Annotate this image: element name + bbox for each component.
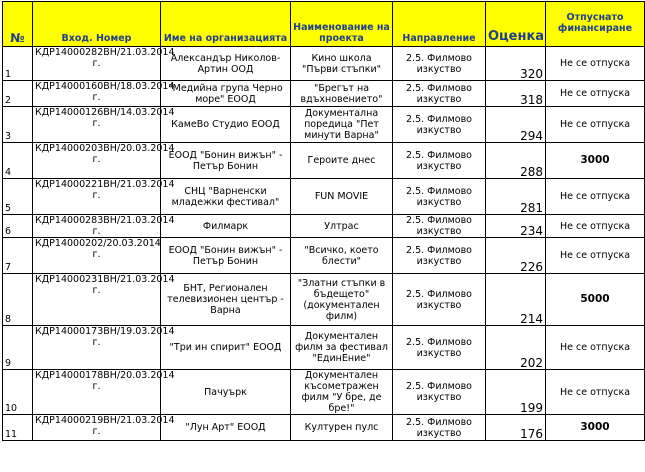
cell-num: 10 bbox=[3, 370, 33, 415]
cell-score: 234 bbox=[486, 215, 546, 238]
cell-score: 318 bbox=[486, 81, 546, 107]
header-direction: Направление bbox=[393, 2, 486, 47]
cell-organization-name: ЕООД "Бонин вижън" - Петър Бонин bbox=[161, 143, 291, 179]
cell-project-name: FUN MOVIE bbox=[291, 179, 393, 215]
table-row bbox=[3, 81, 645, 107]
cell-organization-name: "Лун Арт" ЕООД bbox=[161, 415, 291, 441]
table-row bbox=[3, 326, 645, 370]
table-row bbox=[3, 179, 645, 215]
cell-score: 202 bbox=[486, 326, 546, 370]
cell-direction: 2.5. Филмово изкуство bbox=[393, 107, 486, 143]
cell-score: 320 bbox=[486, 47, 546, 81]
cell-num: 8 bbox=[3, 274, 33, 326]
cell-score: 294 bbox=[486, 107, 546, 143]
cell-direction: 2.5. Филмово изкуство bbox=[393, 415, 486, 441]
cell-registration-number: КДР14000282ВН/21.03.2014 г. bbox=[33, 47, 161, 81]
cell-project-name: "Златни стъпки в бъдещето" (документален филм) bbox=[291, 274, 393, 326]
cell-score: 281 bbox=[486, 179, 546, 215]
cell-direction: 2.5. Филмово изкуство bbox=[393, 143, 486, 179]
cell-funding: Не се отпуска bbox=[546, 107, 645, 143]
table-row bbox=[3, 143, 645, 179]
header-project-name: Наименование на проекта bbox=[291, 2, 393, 47]
header-num: № bbox=[3, 2, 33, 47]
cell-score: 199 bbox=[486, 370, 546, 415]
cell-registration-number: КДР14000178ВН/20.03.2014 г. bbox=[33, 370, 161, 415]
cell-project-name: "Всичко, което блести" bbox=[291, 238, 393, 274]
cell-funding: Не се отпуска bbox=[546, 370, 645, 415]
cell-project-name: Документална поредица "Пет минути Варна" bbox=[291, 107, 393, 143]
cell-direction: 2.5. Филмово изкуство bbox=[393, 326, 486, 370]
cell-organization-name: "Медийна група Черно море" ЕООД bbox=[161, 81, 291, 107]
table-row bbox=[3, 238, 645, 274]
table-row bbox=[3, 415, 645, 441]
cell-funding: Не се отпуска bbox=[546, 179, 645, 215]
cell-num: 2 bbox=[3, 81, 33, 107]
cell-num: 4 bbox=[3, 143, 33, 179]
cell-num: 5 bbox=[3, 179, 33, 215]
cell-registration-number: КДР14000173ВН/19.03.2014 г. bbox=[33, 326, 161, 370]
cell-organization-name: Филмарк bbox=[161, 215, 291, 238]
header-score: Оценка bbox=[486, 2, 546, 47]
cell-funding: Не се отпуска bbox=[546, 81, 645, 107]
header-organization-name: Име на организацията bbox=[161, 2, 291, 47]
cell-project-name: Документален късометражен филм "У бре, де бре!" bbox=[291, 370, 393, 415]
cell-registration-number: КДР14000160ВН/18.03.2014 г. bbox=[33, 81, 161, 107]
cell-project-name: "Брегът на вдъхновението" bbox=[291, 81, 393, 107]
ranking-table bbox=[2, 1, 645, 441]
cell-organization-name: БНТ, Регионален телевизионен център - Варна bbox=[161, 274, 291, 326]
cell-registration-number: КДР14000219ВН/21.03.2014 г. bbox=[33, 415, 161, 441]
cell-num: 3 bbox=[3, 107, 33, 143]
cell-registration-number: КДР14000221ВН/21.03.2014 г. bbox=[33, 179, 161, 215]
cell-direction: 2.5. Филмово изкуство bbox=[393, 81, 486, 107]
cell-registration-number: КДР14000231ВН/21.03.2014 г. bbox=[33, 274, 161, 326]
cell-direction: 2.5. Филмово изкуство bbox=[393, 215, 486, 238]
cell-funding: 3000 bbox=[546, 143, 645, 179]
cell-organization-name: ЕООД "Бонин вижън" - Петър Бонин bbox=[161, 238, 291, 274]
cell-funding: 3000 bbox=[546, 415, 645, 441]
cell-registration-number: КДР14000283ВН/21.03.2014 г. bbox=[33, 215, 161, 238]
cell-registration-number: КДР14000126ВН/14.03.2014 г. bbox=[33, 107, 161, 143]
cell-num: 9 bbox=[3, 326, 33, 370]
cell-direction: 2.5. Филмово изкуство bbox=[393, 238, 486, 274]
cell-organization-name: КамеВо Студио ЕООД bbox=[161, 107, 291, 143]
cell-organization-name: "Три ин спирит" ЕООД bbox=[161, 326, 291, 370]
cell-num: 7 bbox=[3, 238, 33, 274]
cell-num: 1 bbox=[3, 47, 33, 81]
cell-direction: 2.5. Филмово изкуство bbox=[393, 179, 486, 215]
cell-direction: 2.5. Филмово изкуство bbox=[393, 274, 486, 326]
cell-funding: Не се отпуска bbox=[546, 238, 645, 274]
cell-direction: 2.5. Филмово изкуство bbox=[393, 47, 486, 81]
cell-organization-name: СНЦ "Варненски младежки фестивал" bbox=[161, 179, 291, 215]
cell-project-name: Документален филм за фестивал "ЕдинЕние" bbox=[291, 326, 393, 370]
table-row bbox=[3, 47, 645, 81]
header-row bbox=[3, 2, 645, 47]
table-row bbox=[3, 107, 645, 143]
cell-organization-name: Александър Николов-Артин ООД bbox=[161, 47, 291, 81]
cell-num: 11 bbox=[3, 415, 33, 441]
cell-score: 214 bbox=[486, 274, 546, 326]
table-row bbox=[3, 215, 645, 238]
cell-funding: Не се отпуска bbox=[546, 326, 645, 370]
header-funding: Отпуснато финансиране bbox=[546, 2, 645, 47]
cell-project-name: Културен пулс bbox=[291, 415, 393, 441]
cell-funding: Не се отпуска bbox=[546, 47, 645, 81]
cell-score: 176 bbox=[486, 415, 546, 441]
cell-score: 226 bbox=[486, 238, 546, 274]
cell-project-name: Кино школа "Първи стъпки" bbox=[291, 47, 393, 81]
table-row bbox=[3, 370, 645, 415]
header-registration-number: Вход. Номер bbox=[33, 2, 161, 47]
cell-funding: 5000 bbox=[546, 274, 645, 326]
cell-registration-number: КДР14000203ВН/20.03.2014 г. bbox=[33, 143, 161, 179]
table-row bbox=[3, 274, 645, 326]
cell-funding: Не се отпуска bbox=[546, 215, 645, 238]
cell-project-name: Героите днес bbox=[291, 143, 393, 179]
cell-registration-number: КДР14000202/20.03.2014 г. bbox=[33, 238, 161, 274]
cell-num: 6 bbox=[3, 215, 33, 238]
cell-project-name: Ултрас bbox=[291, 215, 393, 238]
cell-direction: 2.5. Филмово изкуство bbox=[393, 370, 486, 415]
cell-score: 288 bbox=[486, 143, 546, 179]
cell-organization-name: Пачуърк bbox=[161, 370, 291, 415]
